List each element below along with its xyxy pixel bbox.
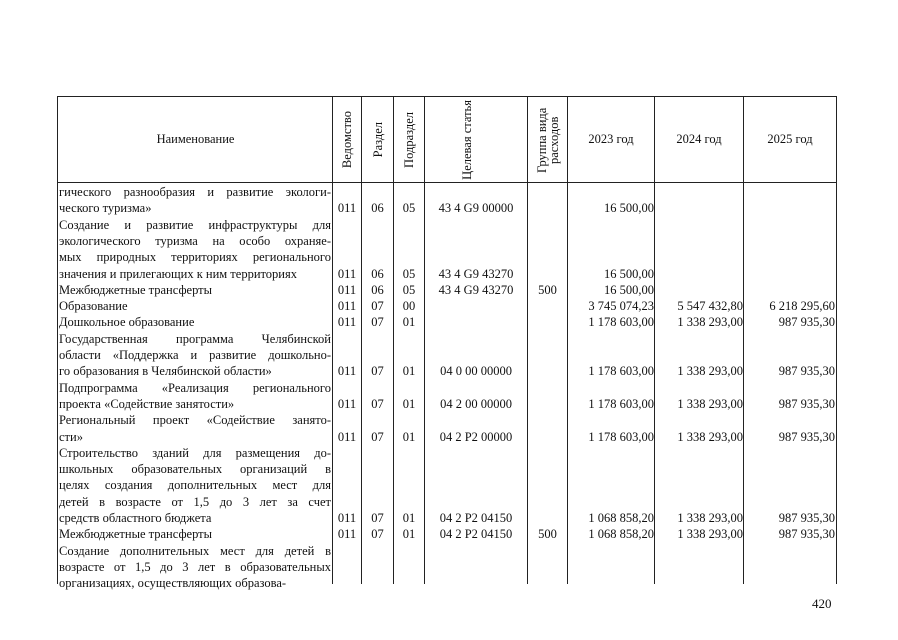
cell-y24: 1 338 293,00 xyxy=(677,315,743,330)
cell-pod: 01 xyxy=(402,527,416,542)
cell-name: гического разнообразия и развитие экологи- xyxy=(59,185,331,199)
cell-name: Государственная программа Челябинской xyxy=(59,331,331,346)
table-row xyxy=(57,559,837,575)
cell-raz: 06 xyxy=(371,201,384,216)
cell-y23: 16 500,00 xyxy=(604,282,654,297)
cell-ved: 011 xyxy=(337,266,357,281)
cell-y25: 6 218 295,60 xyxy=(769,299,835,314)
header-vedomstvo-text: Ведомство xyxy=(340,110,354,169)
table-row xyxy=(57,461,837,477)
cell-name: детей в возрасте от 1,5 до 3 лет за счет xyxy=(59,494,331,509)
cell-pod: 01 xyxy=(402,364,416,379)
header-2025-text: 2025 год xyxy=(767,132,813,146)
header-2024-text: 2024 год xyxy=(676,132,722,146)
header-name-text: Наименование xyxy=(156,132,235,146)
cell-cel: 04 2 00 00000 xyxy=(440,396,512,411)
cell-name: области «Поддержка и развитие дошкольно- xyxy=(59,348,331,362)
cell-y25: 987 935,30 xyxy=(778,511,835,525)
table-row xyxy=(57,445,837,461)
header-gruppa xyxy=(528,97,567,182)
cell-pod: 01 xyxy=(402,396,416,411)
cell-ved: 011 xyxy=(337,396,357,411)
cell-grp: 500 xyxy=(538,527,557,542)
cell-raz: 06 xyxy=(371,282,384,297)
cell-pod: 00 xyxy=(402,299,416,314)
table-row xyxy=(57,233,837,249)
cell-name: целях создания дополнительных мест для xyxy=(59,478,331,493)
cell-raz: 07 xyxy=(371,364,384,379)
cell-ved: 011 xyxy=(337,527,357,542)
cell-y25: 987 935,30 xyxy=(778,364,835,379)
cell-ved: 011 xyxy=(337,511,357,525)
cell-y23: 1 068 858,20 xyxy=(588,511,654,525)
cell-name: Региональный проект «Содействие занято- xyxy=(59,413,331,428)
cell-pod: 01 xyxy=(402,315,416,330)
cell-name: ческого туризма» xyxy=(59,201,152,216)
table-row xyxy=(57,380,837,396)
table-row xyxy=(57,266,837,282)
cell-name: го образования в Челябинской области» xyxy=(59,364,272,379)
cell-name: сти» xyxy=(59,429,83,444)
table-row xyxy=(57,575,837,591)
cell-name: организациях, осуществляющих образова- xyxy=(59,576,287,591)
cell-y25: 987 935,30 xyxy=(778,396,835,411)
header-podrazdel xyxy=(394,97,424,182)
header-celevaya-text: Целевая статья xyxy=(460,99,474,180)
cell-raz: 07 xyxy=(371,396,384,411)
cell-ved: 011 xyxy=(337,429,357,444)
cell-name: экологического туризма на особо охраняе- xyxy=(59,233,331,248)
page-number: 420 xyxy=(812,596,832,611)
cell-y24: 1 338 293,00 xyxy=(677,396,743,411)
table-row xyxy=(57,477,837,493)
cell-name: Создание дополнительных мест для детей в xyxy=(59,543,331,558)
header-2023 xyxy=(568,97,654,182)
cell-y23: 1 178 603,00 xyxy=(588,429,654,444)
cell-ved: 011 xyxy=(337,315,357,330)
cell-y23: 1 178 603,00 xyxy=(588,315,654,330)
table-row xyxy=(57,429,837,445)
header-razdel-text: Раздел xyxy=(370,121,385,158)
cell-y23: 3 745 074,23 xyxy=(588,299,654,314)
cell-name: Подпрограмма «Реализация регионального xyxy=(59,380,331,395)
cell-raz: 07 xyxy=(371,527,384,542)
cell-cel: 04 2 P2 04150 xyxy=(439,511,513,525)
table-row xyxy=(57,526,837,542)
cell-name: Дошкольное образование xyxy=(59,315,195,330)
cell-y23: 1 178 603,00 xyxy=(588,396,654,411)
cell-y23: 1 178 603,00 xyxy=(588,364,654,379)
cell-y25: 987 935,30 xyxy=(778,315,835,330)
cell-cel: 04 0 00 00000 xyxy=(440,364,512,379)
cell-y23: 1 068 858,20 xyxy=(588,527,654,542)
cell-cel: 43 4 G9 00000 xyxy=(438,201,514,216)
cell-ved: 011 xyxy=(337,282,357,297)
header-bottom-border xyxy=(57,182,837,183)
budget-table xyxy=(57,96,837,591)
cell-y24: 1 338 293,00 xyxy=(677,511,743,525)
cell-y23: 16 500,00 xyxy=(604,266,654,281)
cell-raz: 07 xyxy=(371,429,384,444)
cell-grp: 500 xyxy=(538,282,557,297)
cell-raz: 07 xyxy=(371,511,384,525)
cell-name: значения и прилегающих к ним территориях xyxy=(59,266,297,281)
cell-y24: 1 338 293,00 xyxy=(677,429,743,444)
cell-name: школьных образовательных организаций в xyxy=(59,462,331,477)
cell-ved: 011 xyxy=(337,201,357,216)
cell-y25: 987 935,30 xyxy=(778,527,835,542)
table-row xyxy=(57,412,837,428)
table-row xyxy=(57,249,837,265)
table-row xyxy=(57,282,837,298)
cell-y24: 1 338 293,00 xyxy=(677,527,743,542)
table-row xyxy=(57,396,837,412)
header-gruppa-text: Группа вида расходов xyxy=(534,106,561,173)
cell-y23: 16 500,00 xyxy=(604,201,654,216)
cell-raz: 06 xyxy=(371,266,384,281)
cell-name: Образование xyxy=(59,299,128,314)
cell-pod: 01 xyxy=(402,511,416,525)
cell-raz: 07 xyxy=(371,315,384,330)
cell-name: возрасте от 1,5 до 3 лет в образовательных xyxy=(59,559,331,574)
header-name xyxy=(58,97,333,182)
table-row xyxy=(57,331,837,347)
cell-cel: 43 4 G9 43270 xyxy=(438,266,514,281)
table-row xyxy=(57,217,837,233)
cell-raz: 07 xyxy=(371,299,384,314)
header-2023-text: 2023 год xyxy=(588,132,634,146)
cell-y24: 1 338 293,00 xyxy=(677,364,743,379)
cell-name: Межбюджетные трансферты xyxy=(59,282,213,297)
table-row xyxy=(57,200,837,216)
table-row xyxy=(57,543,837,559)
table-row xyxy=(57,184,837,200)
cell-ved: 011 xyxy=(337,299,357,314)
table-row xyxy=(57,510,837,526)
cell-name: Создание и развитие инфраструктуры для xyxy=(59,217,331,232)
table-row xyxy=(57,298,837,314)
header-2025 xyxy=(744,97,836,182)
header-celevaya xyxy=(425,97,527,182)
table-row xyxy=(57,494,837,510)
cell-pod: 05 xyxy=(402,201,416,216)
cell-name: средств областного бюджета xyxy=(59,511,212,525)
table-row xyxy=(57,363,837,379)
table-row xyxy=(57,347,837,363)
cell-y24: 5 547 432,80 xyxy=(677,299,743,314)
cell-cel: 43 4 G9 43270 xyxy=(438,282,514,297)
header-2024 xyxy=(655,97,743,182)
cell-name: Строительство зданий для размещения до- xyxy=(59,445,331,460)
header-vedomstvo xyxy=(333,97,361,182)
cell-name: Межбюджетные трансферты xyxy=(59,527,213,542)
cell-name: проекта «Содействие занятости» xyxy=(59,396,235,411)
cell-ved: 011 xyxy=(337,364,357,379)
cell-name: мых природных территориях регионального xyxy=(59,250,331,265)
cell-cel: 04 2 P2 04150 xyxy=(439,527,513,542)
cell-pod: 01 xyxy=(402,429,416,444)
cell-y25: 987 935,30 xyxy=(778,429,835,444)
cell-pod: 05 xyxy=(402,266,416,281)
cell-pod: 05 xyxy=(402,282,416,297)
cell-cel: 04 2 P2 00000 xyxy=(439,429,513,444)
table-row xyxy=(57,314,837,330)
header-razdel xyxy=(362,97,393,182)
header-podrazdel-text: Подраздел xyxy=(402,111,416,168)
